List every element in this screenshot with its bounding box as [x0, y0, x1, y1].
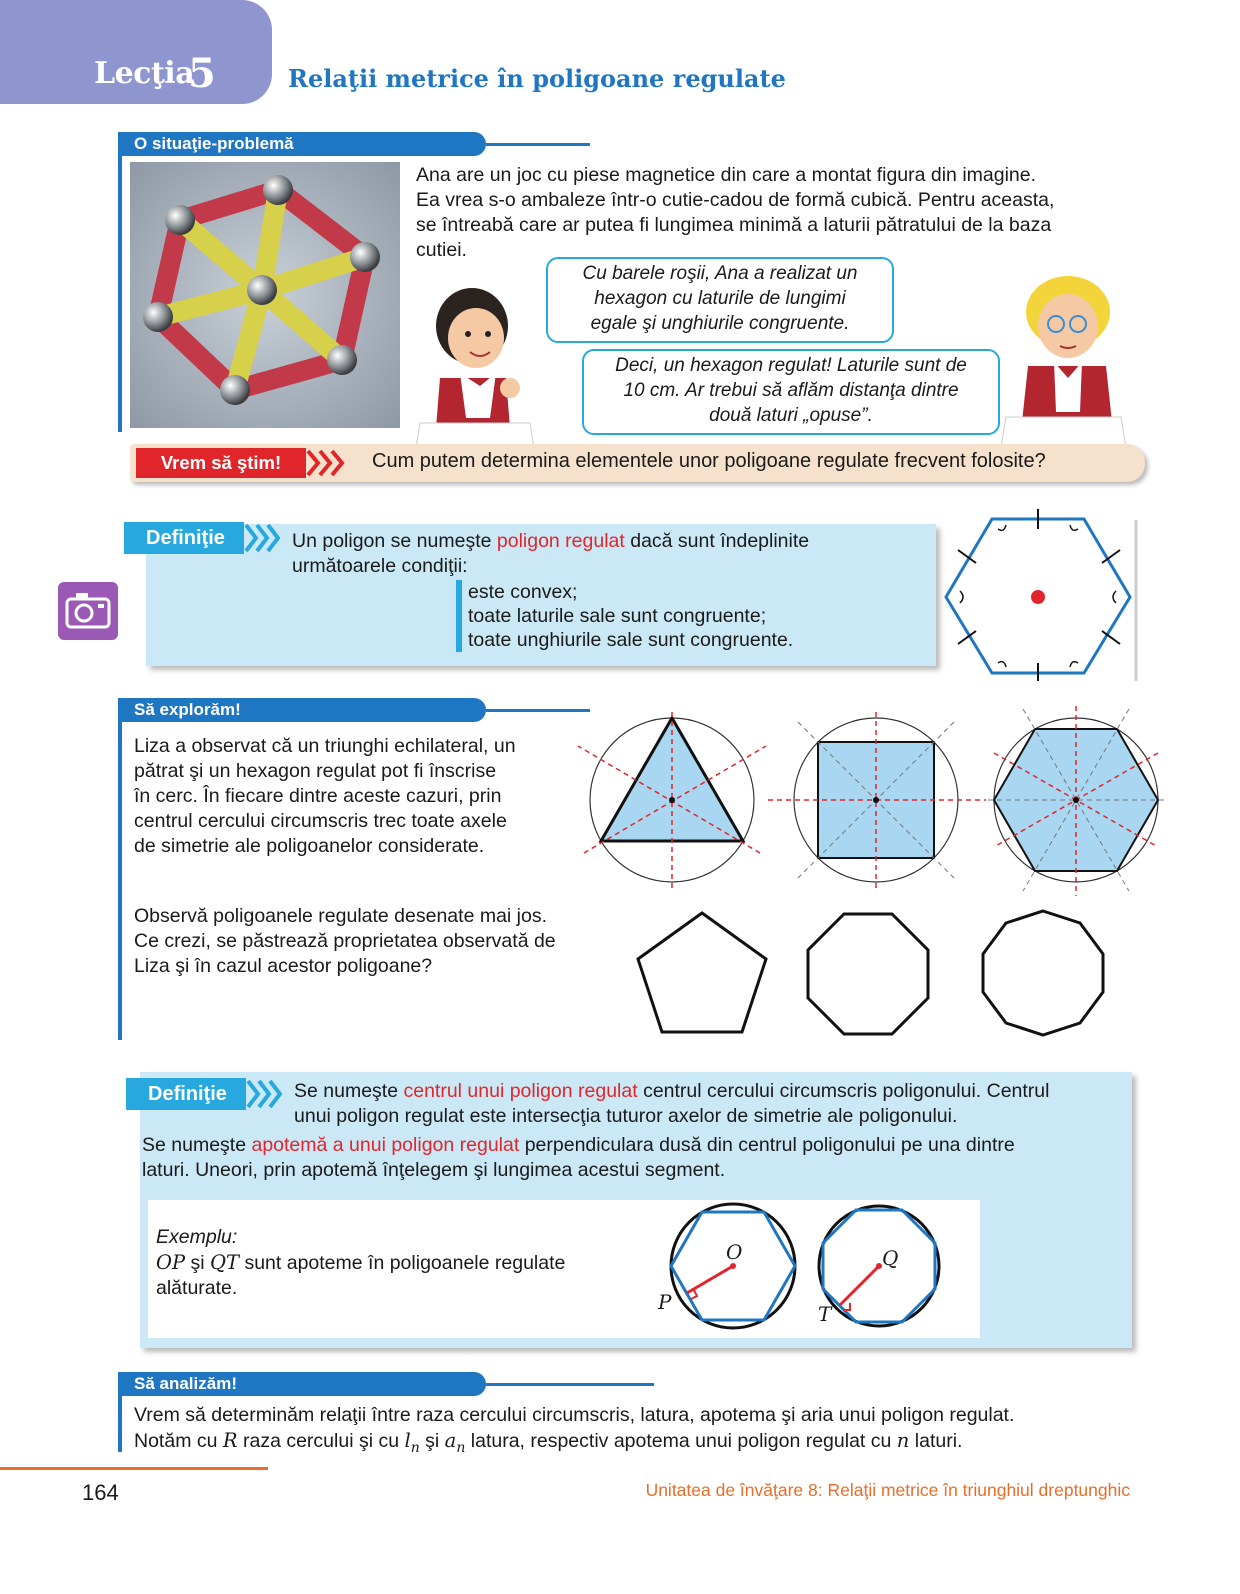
situation-text: Ana are un joc cu piese magnetice din care a montat figura din imagine. Ea vrea s-o ambaleze într-o cutie-cadou de formă cubică. Pentru aceasta, se întreabă care ar putea fi lungimea minimă a laturii pătratului de la baza cutiei. [416, 164, 1055, 261]
chevrons-icon [246, 1078, 282, 1115]
definition-tag-1: Definiţie [124, 522, 244, 554]
page-number: 164 [82, 1480, 119, 1505]
camera-icon[interactable] [58, 582, 118, 640]
point-label-O: O [726, 1240, 743, 1264]
point-label-T: T [818, 1302, 832, 1326]
speech-bubble-1: Cu barele roşii, Ana a realizat un hexagon cu laturile de lungimi egale şi unghiurile congruente. [546, 257, 894, 343]
point-label-P: P [658, 1290, 672, 1314]
section-rule [486, 143, 590, 146]
hexagon-apothem-figure [654, 1202, 804, 1336]
inscribed-square-figure [768, 712, 986, 892]
section-heading-situation: O situaţie-problemă [120, 132, 486, 156]
definition-tag-2: Definiţie [126, 1078, 246, 1110]
list-item: este convex; [456, 580, 793, 604]
page-title: Relaţii metrice în poligoane regulate [288, 64, 786, 93]
footer-unit-title: Unitatea de învăţare 8: Relaţii metrice în triunghiul dreptunghic [645, 1480, 1130, 1500]
lesson-word: Lecţia [94, 56, 195, 91]
section-vline [118, 132, 122, 432]
example-text: Exemplu: OP şi QT sunt apoteme în poligoanele regulate alăturate. [156, 1226, 566, 1299]
explore-text-2: Observă poligoanele regulate desenate mai jos. Ce crezi, se păstrează proprietatea observată de Liza şi în cazul acestor poligoane? [134, 905, 556, 977]
definition-2-text-top: Se numeşte centrul unui poligon regulat centrul cercului circumscris poligonului. Centrul unui poligon regulat este intersecţia tuturor axelor de simetrie ale poligonului. [294, 1080, 1050, 1127]
conditions-list [456, 580, 793, 652]
inscribed-triangle-figure [576, 712, 772, 892]
regular-pentagon-figure [632, 908, 772, 1038]
inscribed-hexagon-figure [988, 706, 1168, 896]
list-item: toate laturile sale sunt congruente; [456, 604, 793, 628]
regular-octagon-figure [804, 910, 932, 1038]
chevrons-icon [244, 522, 280, 559]
footer-rule [0, 1467, 268, 1470]
chevrons-icon [306, 448, 356, 483]
speech-bubble-2: Deci, un hexagon regulat! Laturile sunt de 10 cm. Ar trebui să aflăm distanţa dintre două laturi „opuse”. [582, 349, 1000, 435]
explore-text-1: Liza a observat că un triunghi echilateral, un pătrat şi un hexagon regulat pot fi înscrise în cerc. În fiecare dintre aceste cazuri, prin centrul cercului circumscris trec toate axele de simetrie ale poligoanelor considerate. [134, 735, 516, 857]
regular-hexagon-figure [940, 505, 1138, 681]
section-heading-analyze: Să analizăm! [120, 1372, 486, 1396]
regular-decagon-figure [976, 908, 1110, 1038]
lesson-number: 5 [188, 50, 216, 97]
magnetic-toy-photo [130, 162, 400, 428]
definition-1-text: Un poligon se numeşte poligon regulat dacă sunt îndeplinite următoarele condiţii: [292, 530, 810, 577]
section-rule [486, 709, 590, 712]
analyze-text: Vrem să determinăm relaţii între raza cercului circumscris, latura, apotema şi aria unui poligon regulat. Notăm cu R raza cercului şi cu $l_n$ şi $a_n$ latura, respectiv apotema unui poligon regulat cu n laturi. [134, 1404, 1015, 1456]
definition-2-text-bottom: Se numeşte apotemă a unui poligon regulat perpendiculara dusă din centrul poligonului pe una dintre laturi. Uneori, prin apotemă înţelegem şi lungimea acestui segment. [142, 1134, 1015, 1181]
list-item: toate unghiurile sale sunt congruente. [456, 628, 793, 652]
want-to-know-tag: Vrem să ştim! [136, 448, 306, 478]
girl-illustration [996, 262, 1131, 447]
point-label-Q: Q [882, 1246, 899, 1270]
want-to-know-question: Cum putem determina elementele unor poligoane regulate frecvent folosite? [372, 450, 1046, 472]
section-vline [118, 698, 122, 1040]
octagon-apothem-figure [812, 1202, 946, 1336]
section-vline [118, 1372, 122, 1452]
section-rule [486, 1383, 654, 1386]
boy-illustration [410, 268, 540, 448]
section-heading-explore: Să explorăm! [120, 698, 486, 722]
